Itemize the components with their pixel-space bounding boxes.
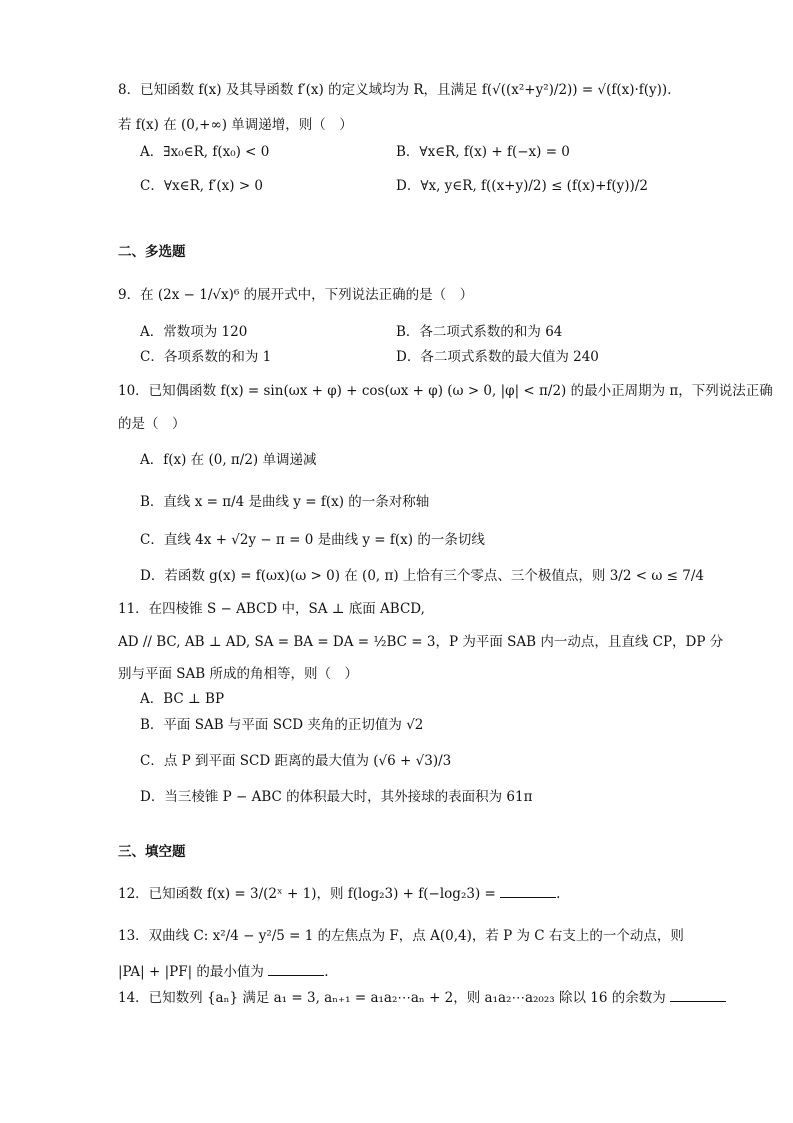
question-11-stem: 11．在四棱锥 S − ABCD 中，SA ⊥ 底面 ABCD, xyxy=(118,601,425,617)
question-13-text: |PA| + |PF| 的最小值为 xyxy=(118,964,264,980)
question-11-option-c: C．点 P 到平面 SCD 距离的最大值为 (√6 + √3)/3 xyxy=(140,753,452,769)
question-10-stem-cont: 的是（ ） xyxy=(118,416,186,432)
question-10-option-c: C．直线 4x + √2y − π = 0 是曲线 y = f(x) 的一条切线 xyxy=(140,532,485,548)
question-8-option-b: B．∀x∈R, f(x) + f(−x) = 0 xyxy=(396,144,570,160)
question-8-condition: 若 f(x) 在 (0,+∞) 单调递增，则（ ） xyxy=(118,117,353,133)
answer-blank xyxy=(500,885,556,898)
question-11-option-a: A．BC ⊥ BP xyxy=(140,691,225,707)
question-8-option-d: D．∀x, y∈R, f((x+y)/2) ≤ (f(x)+f(y))/2 xyxy=(396,178,648,194)
answer-blank xyxy=(268,963,324,976)
question-9-option-c: C．各项系数的和为 1 xyxy=(140,349,272,365)
question-9-stem: 9．在 (2x − 1/√x)⁶ 的展开式中，下列说法正确的是（ ） xyxy=(118,287,474,303)
question-11-conditions: AD // BC, AB ⊥ AD, SA = BA = DA = ½BC = 3，P 为平面 SAB 内一动点，且直线 CP，DP 分 xyxy=(118,634,724,650)
question-9-option-a: A．常数项为 120 xyxy=(140,324,248,340)
question-14-text: 14．已知数列 {aₙ} 满足 a₁ = 3, aₙ₊₁ = a₁a₂⋯aₙ + 2，则 a₁a₂⋯a₂₀₂₃ 除以 16 的余数为 xyxy=(118,990,666,1006)
question-11-option-b: B．平面 SAB 与平面 SCD 夹角的正切值为 √2 xyxy=(140,717,424,733)
question-8-option-c: C．∀x∈R, f′(x) > 0 xyxy=(140,178,264,194)
question-13-period: . xyxy=(324,964,329,980)
question-11-option-d: D．当三棱锥 P − ABC 的体积最大时，其外接球的表面积为 61π xyxy=(140,789,533,805)
question-10-stem: 10．已知偶函数 f(x) = sin(ωx + φ) + cos(ωx + φ) (ω > 0, |φ| < π/2) 的最小正周期为 π，下列说法正确 xyxy=(118,383,773,399)
question-11-stem-cont: 别与平面 SAB 所成的角相等，则（ ） xyxy=(118,666,359,682)
section-heading-multiple-choice: 二、多选题 xyxy=(118,244,186,260)
answer-blank xyxy=(670,989,726,1002)
question-12-period: . xyxy=(556,886,561,902)
question-14 xyxy=(118,988,726,1008)
question-10-option-b: B．直线 x = π/4 是曲线 y = f(x) 的一条对称轴 xyxy=(140,494,430,510)
question-13-stem-cont xyxy=(118,962,329,982)
question-9-option-b: B．各二项式系数的和为 64 xyxy=(396,324,563,340)
question-12-text: 12．已知函数 f(x) = 3/(2ˣ + 1)，则 f(log₂3) + f(−log₂3) = xyxy=(118,886,496,902)
question-8-option-a: A．∃x₀∈R, f(x₀) < 0 xyxy=(140,144,270,160)
section-heading-fill-in: 三、填空题 xyxy=(118,844,186,860)
question-8-stem: 8．已知函数 f(x) 及其导函数 f′(x) 的定义域均为 R，且满足 f(√((x²+y²)/2)) = √(f(x)·f(y))． xyxy=(118,82,681,98)
question-12 xyxy=(118,884,560,904)
question-10-option-d: D．若函数 g(x) = f(ωx)(ω > 0) 在 (0, π) 上恰有三个零点、三个极值点，则 3/2 < ω ≤ 7/4 xyxy=(140,568,704,584)
question-10-option-a: A．f(x) 在 (0, π/2) 单调递减 xyxy=(140,452,317,468)
question-9-option-d: D．各二项式系数的最大值为 240 xyxy=(396,349,599,365)
question-13-stem: 13．双曲线 C: x²/4 − y²/5 = 1 的左焦点为 F，点 A(0,4)，若 P 为 C 右支上的一个动点，则 xyxy=(118,928,684,944)
